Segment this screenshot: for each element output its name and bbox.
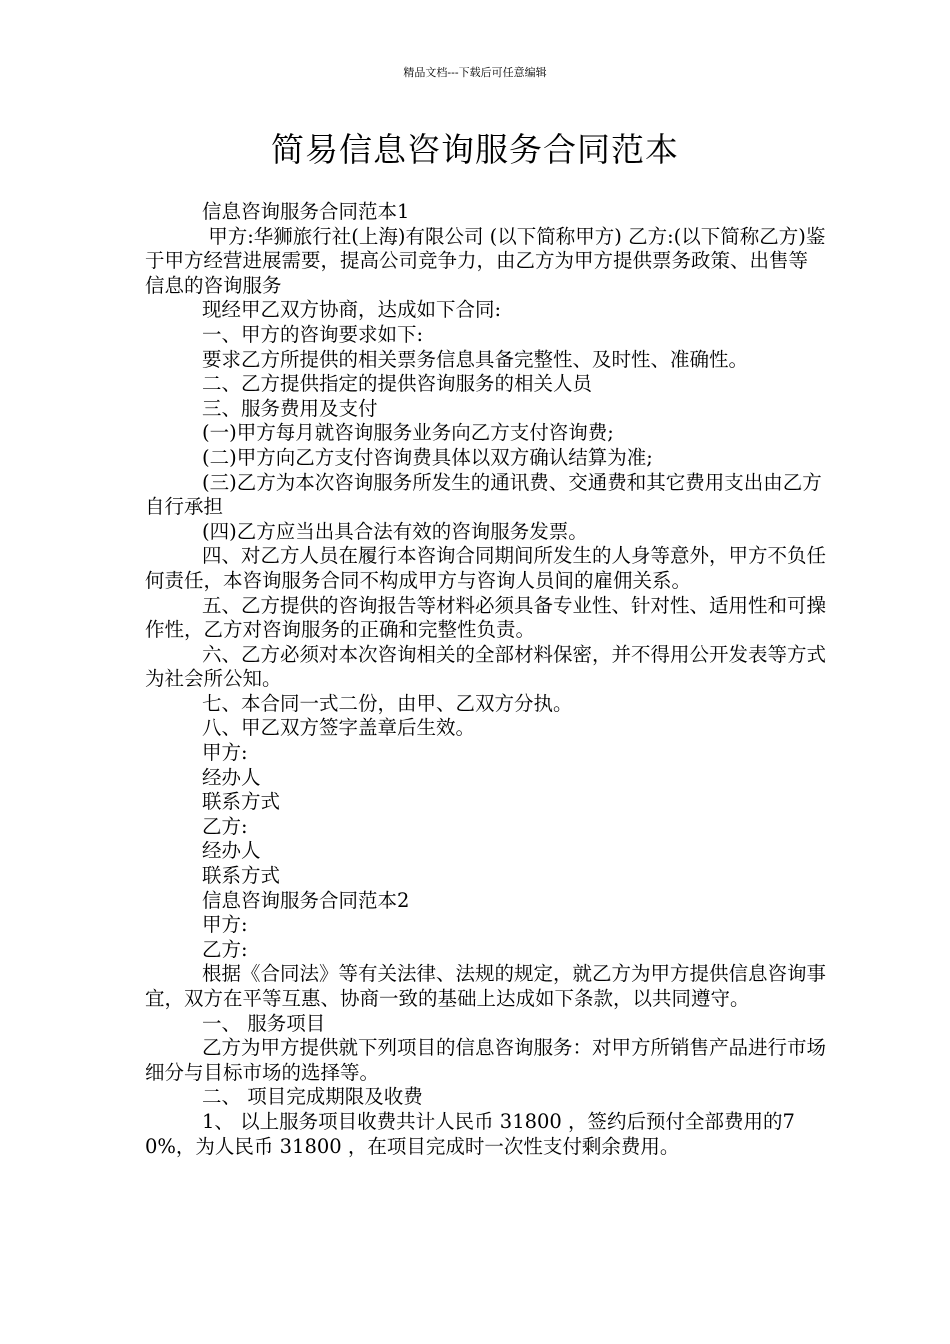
paragraph: 信息咨询服务合同范本1 (202, 200, 410, 223)
signature-agent-label: 经办人 (202, 839, 261, 863)
paragraph: 二、乙方提供指定的提供咨询服务的相关人员 (202, 372, 593, 396)
paragraph: (三)乙方为本次咨询服务所发生的通讯费、交通费和其它费用支出由乙方自行承担 (145, 470, 822, 519)
page-header: 精品文档---下载后可任意编辑 (403, 66, 547, 79)
paragraph: 甲方:华狮旅行社(上海)有限公司 (以下简称甲方) 乙方:(以下简称乙方)鉴于甲方经营进展需要，提高公司竞争力，由乙方为甲方提供票务政策、出售等信息的咨询服务 (145, 224, 826, 297)
paragraph: 现经甲乙双方协商，达成如下合同: (202, 298, 502, 322)
party-b-label: 乙方: (202, 937, 248, 961)
paragraph: 六、乙方必须对本次咨询相关的全部材料保密，并不得用公开发表等方式为社会所公知。 (145, 642, 827, 691)
document-title: 简易信息咨询服务合同范本 (271, 130, 679, 169)
paragraph: 五、乙方提供的咨询报告等材料必须具备专业性、针对性、适用性和可操作性，乙方对咨询服务的正确和完整性负责。 (145, 593, 827, 642)
signature-party-b-label: 乙方: (202, 814, 248, 838)
paragraph: 要求乙方所提供的相关票务信息具备完整性、及时性、准确性。 (202, 347, 749, 371)
paragraph: 四、对乙方人员在履行本咨询合同期间所发生的人身等意外，甲方不负任何责任，本咨询服务合同不构成甲方与咨询人员间的雇佣关系。 (145, 544, 827, 592)
paragraph: 二、 项目完成期限及收费 (202, 1085, 423, 1109)
paragraph: 乙方为甲方提供就下列项目的信息咨询服务：对甲方所销售产品进行市场细分与目标市场的选择等。 (145, 1036, 827, 1084)
party-a-label: 甲方: (202, 913, 248, 937)
paragraph: 七、本合同一式二份，由甲、乙双方分执。 (202, 691, 573, 715)
signature-agent-label: 经办人 (202, 765, 261, 789)
signature-party-a-label: 甲方: (202, 741, 248, 765)
signature-contact-label: 联系方式 (202, 864, 281, 888)
paragraph: (二)甲方向乙方支付咨询费具体以双方确认结算为准; (202, 445, 653, 469)
document-body (145, 200, 827, 1159)
paragraph: (一)甲方每月就咨询服务业务向乙方支付咨询费; (202, 421, 614, 445)
paragraph: 一、 服务项目 (202, 1011, 326, 1035)
paragraph: 八、甲乙双方签字盖章后生效。 (202, 716, 476, 740)
signature-contact-label: 联系方式 (202, 790, 281, 814)
paragraph: 一、甲方的咨询要求如下: (202, 322, 424, 346)
paragraph: 1、 以上服务项目收费共计人民币 31800 ，签约后预付全部费用的70%，为人民币 31800 ，在项目完成时一次性支付剩余费用。 (145, 1109, 795, 1158)
paragraph: 根据《合同法》等有关法律、法规的规定，就乙方为甲方提供信息咨询事宜，双方在平等互惠、协商一致的基础上达成如下条款，以共同遵守。 (145, 962, 827, 1010)
section-heading: 信息咨询服务合同范本2 (202, 888, 410, 912)
paragraph: 三、服务费用及支付 (202, 396, 378, 420)
paragraph: (四)乙方应当出具合法有效的咨询服务发票。 (202, 519, 588, 543)
